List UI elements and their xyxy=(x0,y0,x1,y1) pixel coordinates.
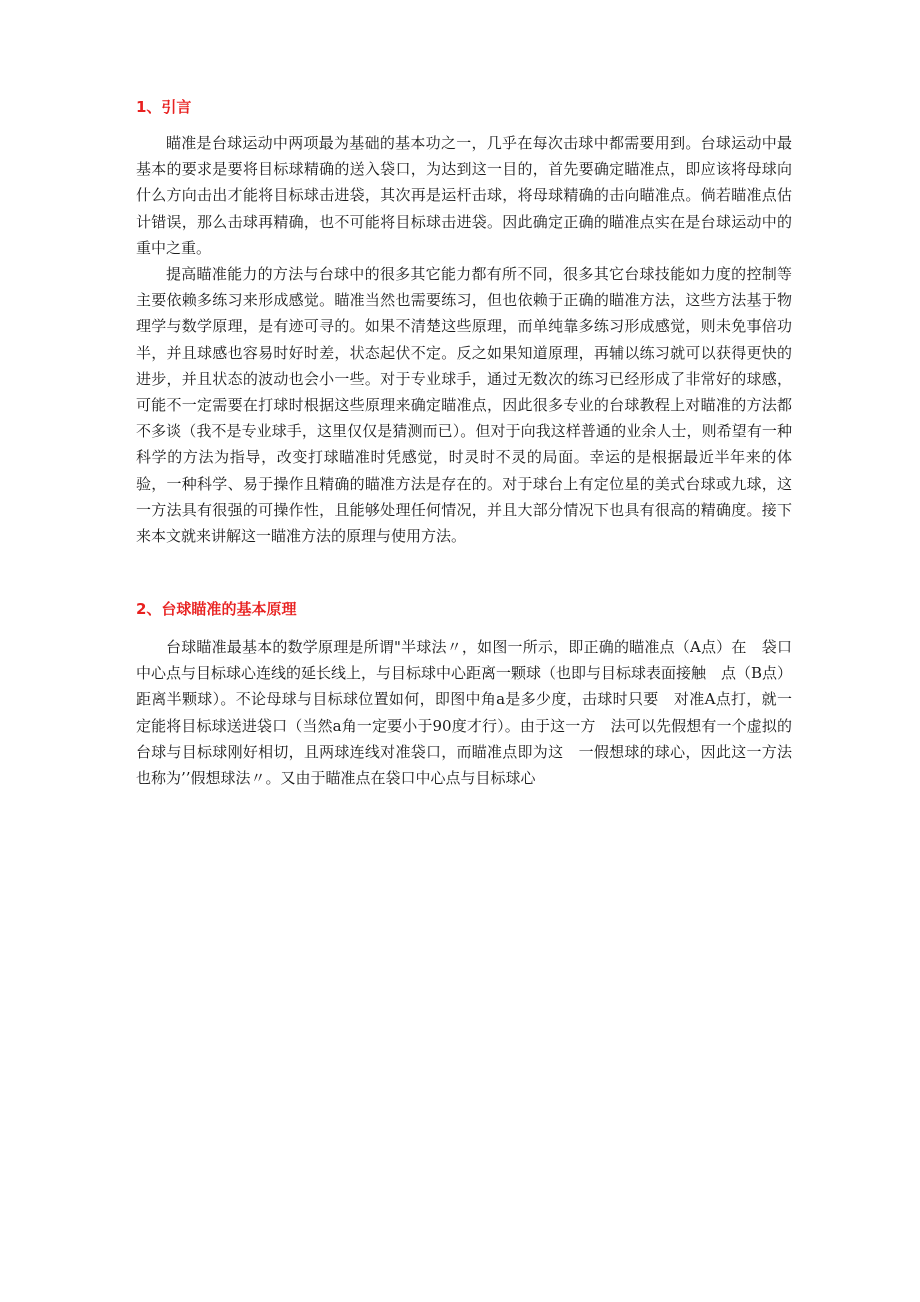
section-heading-introduction: 1、引言 xyxy=(136,98,192,116)
section-body-basic-principle xyxy=(136,634,792,791)
section-body-introduction xyxy=(136,130,792,549)
section-heading-basic-principle: 2、台球瞄准的基本原理 xyxy=(136,600,297,618)
paragraph: 瞄准是台球运动中两项最为基础的基本功之一，几乎在每次击球中都需要用到。台球运动中最基本的要求是要将目标球精确的送入袋口，为达到这一目的，首先要确定瞄准点，即应该将母球向什么方向击出才能将目标球击进袋，其次再是运杆击球，将母球精确的击向瞄准点。倘若瞄准点估计错误，那么击球再精确，也不可能将目标球击进袋。因此确定正确的瞄准点实在是台球运动中的重中之重。 xyxy=(136,134,792,257)
paragraph: 台球瞄准最基本的数学原理是所谓"半球法〃，如图一所示，即正确的瞄准点（A点）在 袋口中心点与目标球心连线的延长线上，与目标球中心距离一颗球（也即与目标球表面接触 点（B点）距离半颗球）。不论母球与目标球位置如何，即图中角a是多少度，击球时只要 对准A点打，就一定能将目标球送进袋口（当然a角一定要小于90度才行）。由于这一方 法可以先假想有一个虚拟的台球与目标球刚好相切，且两球连线对准袋口，而瞄准点即为这 一假想球的球心，因此这一方法也称为’’假想球法〃。又由于瞄准点在袋口中心点与目标球心 xyxy=(136,638,793,788)
paragraph: 提高瞄准能力的方法与台球中的很多其它能力都有所不同，很多其它台球技能如力度的控制等主要依赖多练习来形成感觉。瞄准当然也需要练习，但也依赖于正确的瞄准方法，这些方法基于物理学与数学原理，是有迹可寻的。如果不清楚这些原理，而单纯靠多练习形成感觉，则未免事倍功半，并且球感也容易时好时差，状态起伏不定。反之如果知道原理，再辅以练习就可以获得更快的进步，并且状态的波动也会小一些。对于专业球手，通过无数次的练习已经形成了非常好的球感，可能不一定需要在打球时根据这些原理来确定瞄准点，因此很多专业的台球教程上对瞄准的方法都不多谈（我不是专业球手，这里仅仅是猜测而已）。但对于向我这样普通的业余人士，则希望有一种科学的方法为指导，改变打球瞄准时凭感觉，时灵时不灵的局面。幸运的是根据最近半年来的体验，一种科学、易于操作且精确的瞄准方法是存在的。对于球台上有定位星的美式台球或九球，这一方法具有很强的可操作性，且能够处理任何情况，并且大部分情况下也具有很高的精确度。接下来本文就来讲解这一瞄准方法的原理与使用方法。 xyxy=(136,265,792,546)
